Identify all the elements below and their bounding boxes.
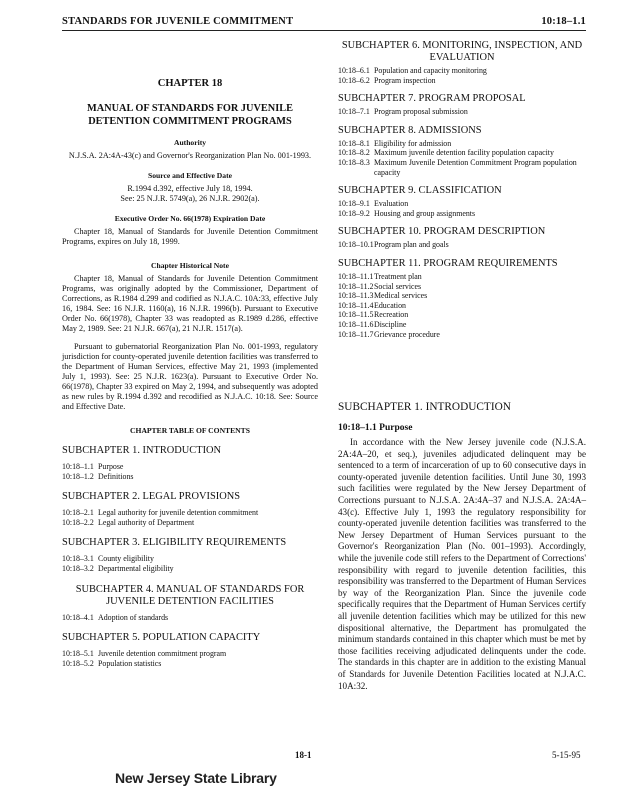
- section-label: Legal authority of Department: [98, 517, 195, 527]
- toc-list: [338, 240, 586, 250]
- section-label: Legal authority for juvenile detention commitment: [98, 508, 259, 518]
- section-number: 10:18–3.1: [62, 554, 94, 564]
- section-label: Housing and group assignments: [374, 208, 476, 218]
- section-number: 10:18–8.1: [338, 138, 370, 148]
- section-label: Maximum Juvenile Detention Commitment Program population capacity: [374, 157, 577, 177]
- subchapter-heading: SUBCHAPTER 2. LEGAL PROVISIONS: [62, 491, 241, 503]
- subchapter-heading: SUBCHAPTER 11. PROGRAM REQUIREMENTS: [338, 257, 558, 269]
- section-number: 10:18–1.2: [62, 471, 94, 481]
- toc-list: [62, 613, 318, 623]
- toc-list: [338, 199, 586, 218]
- toc-list: [338, 66, 586, 85]
- toc-item[interactable]: [338, 158, 586, 177]
- section-label: Definitions: [98, 471, 134, 481]
- toc-item[interactable]: [338, 107, 586, 117]
- section-number: 10:18–7.1: [338, 107, 370, 117]
- section-number: 10:18–11.7: [338, 329, 374, 339]
- toc-subchapter: [338, 185, 586, 218]
- toc-item[interactable]: [62, 518, 318, 528]
- toc-item[interactable]: [338, 66, 586, 76]
- chapter-number: CHAPTER 18: [157, 78, 223, 89]
- toc-item[interactable]: [338, 148, 586, 158]
- toc-left: [62, 445, 318, 668]
- toc-list: [62, 508, 318, 527]
- history-heading: Chapter Historical Note: [151, 261, 229, 270]
- expiration-heading: Executive Order No. 66(1978) Expiration Date: [114, 214, 266, 223]
- expiration-text: Chapter 18, Manual of Standards for Juvenile Detention Commitment Programs, expires on July 18, 1999.: [62, 227, 318, 246]
- section-number: 10:18–8.2: [338, 148, 370, 158]
- section-label: Population and capacity monitoring: [374, 66, 487, 75]
- toc-item[interactable]: [62, 554, 318, 564]
- authority-text: N.J.S.A. 2A:4A-43(c) and Governor's Reorganization Plan No. 001-1993.: [68, 151, 312, 160]
- source-text-1: R.1994 d.392, effective July 18, 1994.: [127, 184, 253, 193]
- toc-item[interactable]: [338, 139, 586, 149]
- section-label: Eligibility for admission: [374, 138, 452, 148]
- toc-item[interactable]: [338, 240, 586, 250]
- section-number: 10:18–9.2: [338, 208, 370, 218]
- toc-item[interactable]: [338, 320, 586, 330]
- subchapter-heading: SUBCHAPTER 1. INTRODUCTION: [62, 445, 222, 456]
- section-label: Adoption of standards: [98, 612, 169, 622]
- toc-list: [62, 462, 318, 481]
- section-label: Discipline: [374, 319, 407, 329]
- left-column: [62, 40, 318, 668]
- toc-subchapter: [62, 491, 318, 527]
- toc-item[interactable]: [338, 199, 586, 209]
- section-label: Program plan and goals: [374, 240, 449, 250]
- subchapter-heading: SUBCHAPTER 7. PROGRAM PROPOSAL: [338, 93, 526, 105]
- subchapter-heading: SUBCHAPTER 4. MANUAL OF STANDARDS FOR JUVENILE DETENTION FACILITIES: [75, 583, 305, 607]
- section-label: Population statistics: [98, 658, 162, 668]
- section-number: 10:18–11.5: [338, 310, 374, 320]
- source-heading: Source and Effective Date: [147, 171, 232, 180]
- subchapter-1-heading: SUBCHAPTER 1. INTRODUCTION: [338, 401, 511, 414]
- toc-list: [62, 649, 318, 668]
- supplement-date: 5-15-95: [552, 750, 581, 760]
- section-number: 10:18–1.1: [62, 462, 94, 471]
- purpose-text: In accordance with the New Jersey juvenile code (N.J.S.A. 2A:4A–20, et seq.), juveniles adjudicated delinquent may be sentenced to a term of incarceration of up to 60 consecutive days in county-operated juvenile detention facilities. Until June 30, 1993 such facilities were regulated by the New Jersey Department of Corrections pursuant to N.J.S.A. 2A:4A–37 and N.J.S.A. 2A:4A–43(c). Effective July 1, 1993 the regulatory responsibility for county-operated juvenile detention facilities was transferred to the New Jersey Department of Human Services pursuant to the Governor's Reorganization Plan (No. 001–1993). Accordingly, while the juvenile code still refers to the Department of Corrections' responsibility with regard to juvenile detention facilities, this responsibility was transferred to the Department of Human Services by way of the Reorganization Plan. Since the juvenile code specifically requires that the Department of Human Services certify all juvenile detention facilities which may be utilized for this new dispositional alternative, the Department has promulgated the minimum standards contained in this chapter which must be met by those facilities receiving adjudicated delinquents under the code. The standards in this chapter are in addition to the existing Manual of Standards for Juvenile Detention Facilities located at N.J.A.C. 10A:32.: [338, 437, 586, 691]
- section-number: 10:18–4.1: [62, 612, 94, 622]
- section-label: Education: [374, 300, 406, 310]
- section-label: Evaluation: [374, 199, 409, 209]
- toc-subchapter: [62, 445, 318, 481]
- toc-item[interactable]: [62, 613, 318, 623]
- toc-item[interactable]: [62, 649, 318, 659]
- chapter-title: MANUAL OF STANDARDS FOR JUVENILE DETENTION COMMITMENT PROGRAMS: [87, 103, 293, 127]
- history-text-1: Chapter 18, Manual of Standards for Juvenile Detention Commitment Programs, was originally adopted by the Commissioner, Department of Corrections, as R.1984 d.299 and codified as N.J.A.C. 10A:33, effective July 16, 1984. See: 16 N.J.R. 1160(a), 16 N.J.R. 1996(b). Pursuant to Executive Order No. 66(1978), Chapter 33 was readopted as R.1989 d.286, effective May 2, 1989. See: 21 N.J.R. 667(a), 21 N.J.R. 1517(a).: [62, 274, 318, 333]
- running-header: [62, 16, 586, 31]
- section-label: Program inspection: [374, 75, 436, 85]
- subchapter-heading: SUBCHAPTER 5. POPULATION CAPACITY: [62, 632, 261, 644]
- header-title: STANDARDS FOR JUVENILE COMMITMENT: [62, 16, 294, 27]
- section-label: Recreation: [374, 310, 409, 320]
- toc-item[interactable]: [338, 301, 586, 311]
- toc-item[interactable]: [338, 282, 586, 292]
- toc-item[interactable]: [62, 564, 318, 574]
- subchapter-heading: SUBCHAPTER 10. PROGRAM DESCRIPTION: [338, 226, 546, 238]
- section-number: 10:18–6.2: [338, 75, 370, 85]
- section-label: Juvenile detention commitment program: [98, 649, 227, 659]
- toc-item[interactable]: [338, 76, 586, 86]
- toc-list: [338, 107, 586, 117]
- section-label: Social services: [374, 281, 422, 291]
- section-number: 10:18–11.4: [338, 300, 374, 310]
- toc-subchapter: [338, 258, 586, 339]
- toc-list: [62, 554, 318, 573]
- section-number: 10:18–11.3: [338, 291, 374, 301]
- toc-subchapter: [62, 537, 318, 573]
- section-label: Purpose: [98, 462, 124, 471]
- page-number: 18-1: [295, 750, 312, 760]
- section-label: Program proposal submission: [374, 107, 468, 117]
- section-number: 10:18–3.2: [62, 563, 94, 573]
- toc-item[interactable]: [62, 659, 318, 669]
- source-text-2: See: 25 N.J.R. 5749(a), 26 N.J.R. 2902(a).: [120, 194, 260, 203]
- toc-heading: CHAPTER TABLE OF CONTENTS: [130, 426, 250, 435]
- section-label: Medical services: [374, 291, 428, 301]
- history-text-2: Pursuant to gubernatorial Reorganization Plan No. 001-1993, regulatory jurisdiction for county-operated juvenile detention facilities was transferred to the Department of Human Services, effective May 21, 1993 (implemented July 1, 1993). See: 25 N.J.R. 1623(a). Pursuant to Executive Order No. 66(1978), Chapter 33 expired on May 2, 1994, and subsequently was adopted as new rules by R.1994 d.392 and recodified as N.J.A.C. 10:18. See: Source and Effective Date.: [62, 342, 318, 411]
- section-number: 10:18–2.2: [62, 517, 94, 527]
- section-number: 10:18–5.1: [62, 649, 94, 659]
- right-column: [338, 40, 586, 692]
- toc-right: [338, 40, 586, 339]
- section-label: Grievance procedure: [374, 329, 440, 339]
- toc-item[interactable]: [338, 291, 586, 301]
- toc-item[interactable]: [338, 310, 586, 320]
- toc-item[interactable]: [62, 472, 318, 482]
- subchapter-heading: SUBCHAPTER 6. MONITORING, INSPECTION, AND EVALUATION: [341, 40, 583, 63]
- subchapter-heading: SUBCHAPTER 9. CLASSIFICATION: [338, 185, 502, 197]
- header-section: 10:18–1.1: [541, 16, 586, 27]
- section-number: 10:18–6.1: [338, 66, 370, 75]
- library-stamp: New Jersey State Library: [115, 770, 277, 786]
- section-number: 10:18–2.1: [62, 508, 94, 518]
- section-label: Maximum juvenile detention facility population capacity: [374, 148, 554, 158]
- toc-subchapter: [62, 632, 318, 668]
- toc-list: [338, 272, 586, 339]
- section-label: Departmental eligibility: [98, 563, 174, 573]
- purpose-heading: 10:18–1.1 Purpose: [338, 423, 413, 434]
- section-number: 10:18–11.1: [338, 271, 374, 281]
- section-number: 10:18–11.6: [338, 319, 374, 329]
- subchapter-heading: SUBCHAPTER 8. ADMISSIONS: [338, 124, 482, 136]
- toc-item[interactable]: [62, 508, 318, 518]
- toc-item[interactable]: [62, 462, 318, 472]
- section-label: Treatment plan: [374, 271, 422, 281]
- section-number: 10:18–11.2: [338, 281, 374, 291]
- toc-list: [338, 139, 586, 177]
- toc-item[interactable]: [338, 330, 586, 340]
- section-label: County eligibility: [98, 554, 154, 564]
- toc-subchapter: [338, 40, 586, 85]
- section-number: 10:18–9.1: [338, 199, 370, 209]
- toc-subchapter: [62, 584, 318, 623]
- toc-subchapter: [338, 125, 586, 177]
- toc-subchapter: [338, 226, 586, 250]
- section-number: 10:18–10.1: [338, 240, 374, 250]
- section-number: 10:18–5.2: [62, 658, 94, 668]
- toc-item[interactable]: [338, 209, 586, 219]
- toc-item[interactable]: [338, 272, 586, 282]
- section-number: 10:18–8.3: [338, 157, 370, 167]
- toc-subchapter: [338, 93, 586, 117]
- subchapter-heading: SUBCHAPTER 3. ELIGIBILITY REQUIREMENTS: [62, 537, 287, 549]
- authority-heading: Authority: [173, 138, 207, 147]
